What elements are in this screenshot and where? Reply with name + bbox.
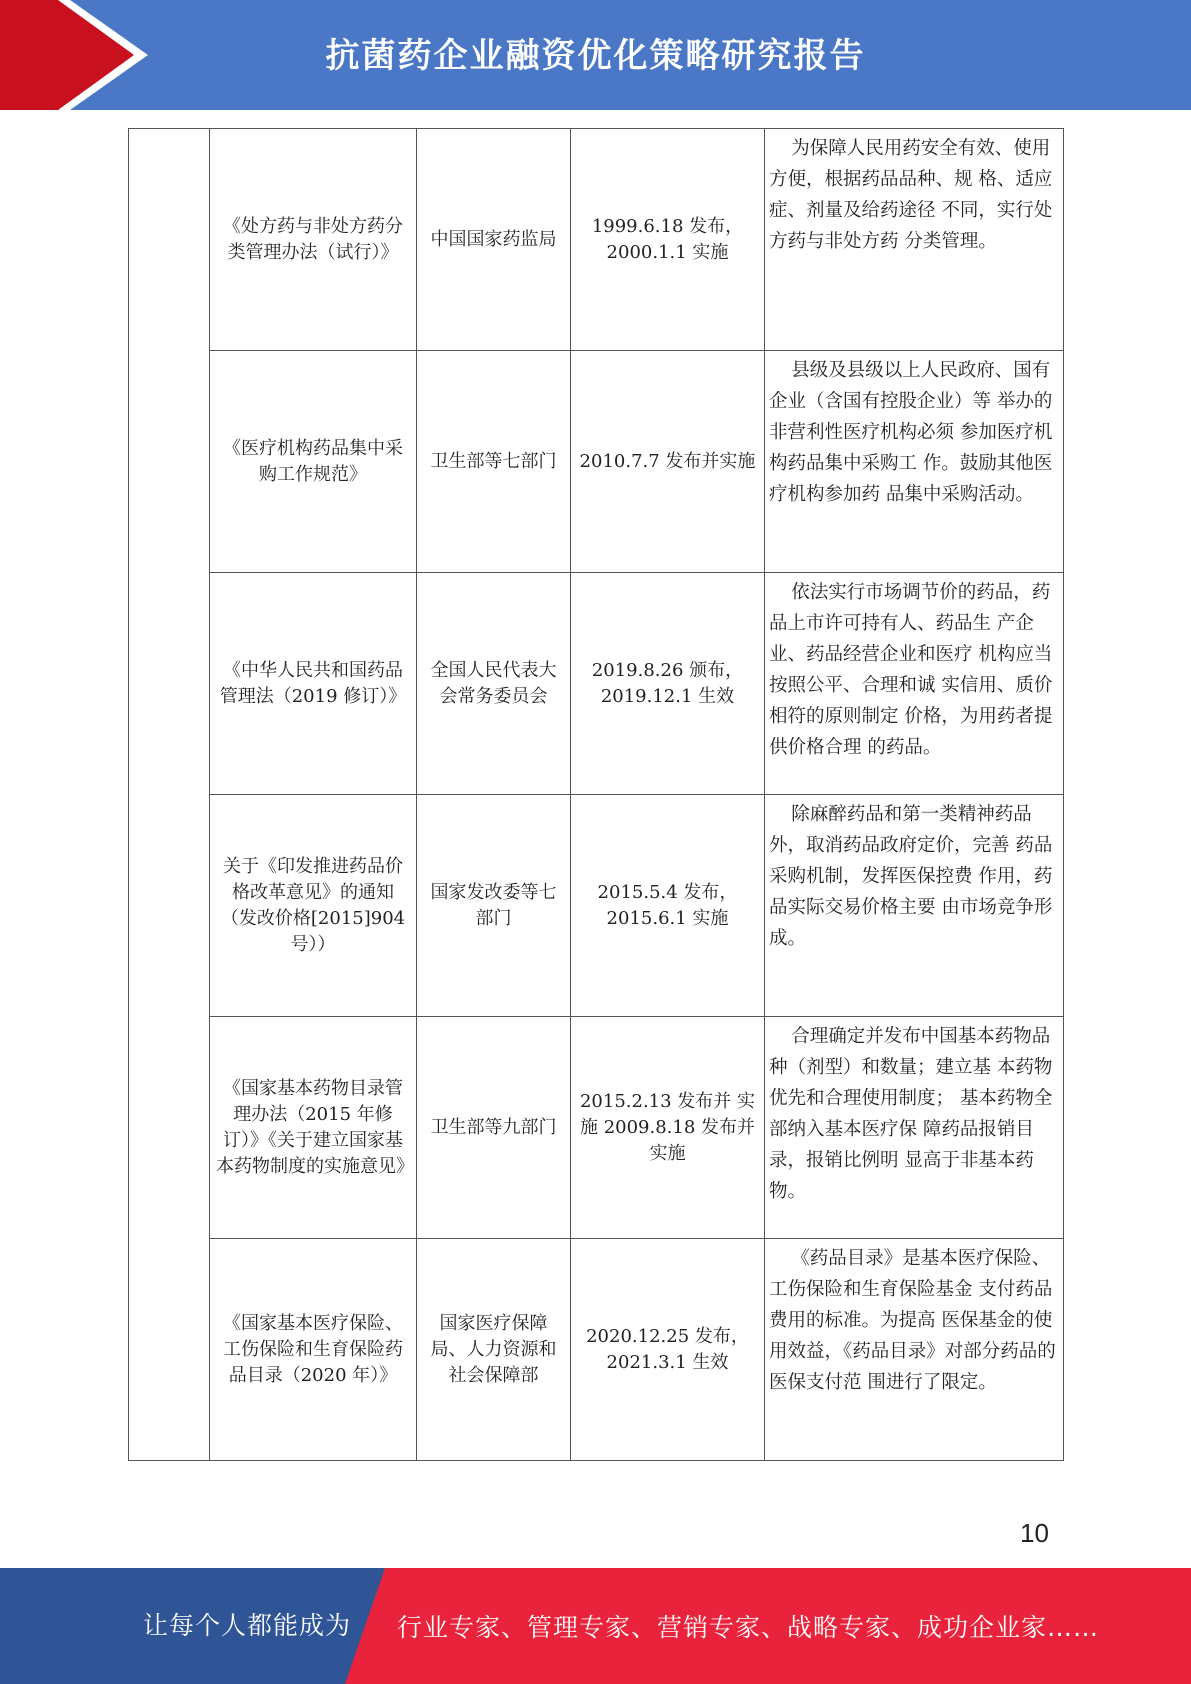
table-row bbox=[129, 129, 1064, 351]
policy-description: 《药品目录》是基本医疗保险、工伤保险和生育保险基金 支付药品费用的标准。为提高 医保基金的使用效益，《药品目录》对部分药品的医保支付范 围进行了限定。 bbox=[765, 1239, 1064, 1461]
policy-name: 《医疗机构药品集中采购工作规范》 bbox=[210, 351, 417, 573]
issuing-dept: 卫生部等七部门 bbox=[417, 351, 571, 573]
policy-table bbox=[128, 128, 1064, 1461]
issuing-dept: 中国国家药监局 bbox=[417, 129, 571, 351]
table-row bbox=[129, 573, 1064, 795]
policy-description: 县级及县级以上人民政府、国有企业（含国有控股企业）等 举办的非营利性医疗机构必须 参加医疗机构药品集中采购工 作。鼓励其他医疗机构参加药 品集中采购活动。 bbox=[765, 351, 1064, 573]
policy-description: 合理确定并发布中国基本药物品种（剂型）和数量；建立基 本药物优先和合理使用制度； 基本药物全部纳入基本医疗保 障药品报销目录，报销比例明 显高于非基本药物。 bbox=[765, 1017, 1064, 1239]
policy-name: 关于《印发推进药品价格改革意见》的通知（发改价格[2015]904 号）） bbox=[210, 795, 417, 1017]
policy-name: 《国家基本医疗保险、工伤保险和生育保险药品目录（2020 年）》 bbox=[210, 1239, 417, 1461]
policy-name: 《处方药与非处方药分类管理办法（试行）》 bbox=[210, 129, 417, 351]
issuing-dept: 国家医疗保障局、人力资源和社会保障部 bbox=[417, 1239, 571, 1461]
footer-slogan-right: 行业专家、管理专家、营销专家、战略专家、成功企业家…… bbox=[397, 1613, 1100, 1642]
policy-description: 依法实行市场调节价的药品，药品上市许可持有人、药品生 产企业、药品经营企业和医疗 机构应当按照公平、合理和诚 实信用、质价相符的原则制定 价格，为用药者提供价格合理 的药品。 bbox=[765, 573, 1064, 795]
page-footer bbox=[0, 1568, 1191, 1684]
policy-name: 《中华人民共和国药品管理法（2019 修订）》 bbox=[210, 573, 417, 795]
page-number: 10 bbox=[1020, 1518, 1049, 1548]
policy-description: 除麻醉药品和第一类精神药品外，取消药品政府定价，完善 药品采购机制，发挥医保控费 作用，药品实际交易价格主要 由市场竞争形成。 bbox=[765, 795, 1064, 1017]
policy-description: 为保障人民用药安全有效、使用方便，根据药品品种、规 格、适应症、剂量及给药途径 不同，实行处方药与非处方药 分类管理。 bbox=[765, 129, 1064, 351]
issue-date: 2019.8.26 颁布，2019.12.1 生效 bbox=[571, 573, 765, 795]
issue-date: 2010.7.7 发布并实施 bbox=[571, 351, 765, 573]
table-row bbox=[129, 1239, 1064, 1461]
table-row bbox=[129, 1017, 1064, 1239]
table-row bbox=[129, 795, 1064, 1017]
footer-slogan-left: 让每个人都能成为 bbox=[143, 1611, 352, 1640]
issue-date: 1999.6.18 发布，2000.1.1 实施 bbox=[571, 129, 765, 351]
report-title: 抗菌药企业融资优化策略研究报告 bbox=[325, 36, 866, 76]
issuing-dept: 国家发改委等七部门 bbox=[417, 795, 571, 1017]
category-cell bbox=[129, 129, 210, 1461]
issue-date: 2015.5.4 发布，2015.6.1 实施 bbox=[571, 795, 765, 1017]
issue-date: 2020.12.25 发布，2021.3.1 生效 bbox=[571, 1239, 765, 1461]
issuing-dept: 全国人民代表大会常务委员会 bbox=[417, 573, 571, 795]
issuing-dept: 卫生部等九部门 bbox=[417, 1017, 571, 1239]
issue-date: 2015.2.13 发布并 实施 2009.8.18 发布并 实施 bbox=[571, 1017, 765, 1239]
table-row bbox=[129, 351, 1064, 573]
policy-name: 《国家基本药物目录管理办法（2015 年修订）》《关于建立国家基本药物制度的实施意见》 bbox=[210, 1017, 417, 1239]
page-header bbox=[0, 0, 1191, 110]
